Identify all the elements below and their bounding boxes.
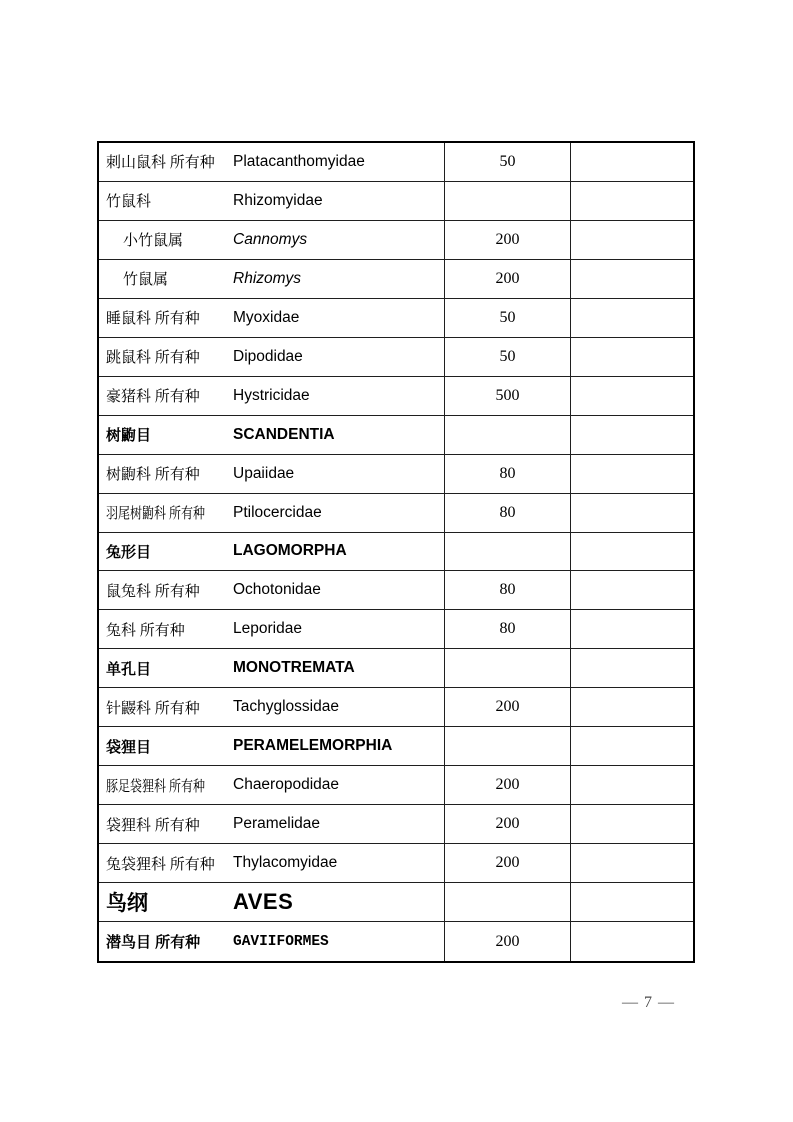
empty-cell xyxy=(571,922,693,961)
taxon-chinese-name: 兔科 所有种 xyxy=(106,622,185,639)
taxon-value: 200 xyxy=(495,230,520,248)
taxon-name-cell xyxy=(99,143,445,182)
taxa-table xyxy=(97,141,695,963)
taxon-latin-name: LAGOMORPHA xyxy=(233,542,347,560)
empty-cell xyxy=(571,338,693,377)
taxon-name-cell xyxy=(99,610,445,649)
empty-cell xyxy=(571,571,693,610)
taxon-value-cell xyxy=(445,182,571,221)
empty-cell xyxy=(571,805,693,844)
taxon-chinese-name: 跳鼠科 所有种 xyxy=(106,350,200,367)
empty-cell xyxy=(571,260,693,299)
taxon-chinese-name: 鼠兔科 所有种 xyxy=(106,583,200,600)
taxon-chinese-name: 兔形目 xyxy=(106,543,152,561)
empty-cell xyxy=(571,688,693,727)
taxon-chinese-name: 鸟纲 xyxy=(106,892,148,916)
taxon-value-cell xyxy=(445,221,571,260)
taxon-value: 80 xyxy=(499,464,516,482)
taxon-latin-name: Dipodidae xyxy=(233,347,303,365)
empty-cell xyxy=(571,221,693,260)
taxon-name-cell xyxy=(99,533,445,572)
empty-cell xyxy=(571,299,693,338)
taxon-value: 80 xyxy=(499,620,516,638)
taxon-name-cell xyxy=(99,299,445,338)
taxon-latin-name: Upaiidae xyxy=(233,464,295,482)
taxon-name-cell xyxy=(99,883,445,922)
taxon-value: 500 xyxy=(495,386,520,404)
taxon-latin-name: Rhizomys xyxy=(233,269,302,287)
taxon-value-cell xyxy=(445,805,571,844)
taxon-chinese-name: 豚足袋狸科 所有种 xyxy=(106,778,206,795)
taxon-value-cell xyxy=(445,143,571,182)
taxon-chinese-name: 单孔目 xyxy=(106,660,152,678)
taxon-value: 80 xyxy=(499,503,516,521)
empty-cell xyxy=(571,649,693,688)
taxon-name-cell xyxy=(99,221,445,260)
taxon-name-cell xyxy=(99,571,445,610)
empty-cell xyxy=(571,883,693,922)
taxon-value-cell xyxy=(445,688,571,727)
taxon-value: 80 xyxy=(499,581,516,599)
taxon-chinese-name: 羽尾树鼩科 所有种 xyxy=(106,506,206,523)
page-number xyxy=(0,994,675,1012)
page-number-label: — 7 — xyxy=(622,994,675,1011)
empty-cell xyxy=(571,533,693,572)
empty-cell xyxy=(571,727,693,766)
taxon-value: 200 xyxy=(495,854,520,872)
taxon-latin-name: Hystricidae xyxy=(233,386,310,404)
taxon-name-cell xyxy=(99,377,445,416)
taxon-chinese-name: 睡鼠科 所有种 xyxy=(106,311,200,328)
taxon-value: 200 xyxy=(495,932,520,950)
taxon-chinese-name: 袋狸科 所有种 xyxy=(106,817,200,834)
taxon-latin-name: GAVIIFORMES xyxy=(233,933,329,950)
taxon-latin-name: Thylacomyidae xyxy=(233,854,338,872)
taxon-chinese-name: 树鼩科 所有种 xyxy=(106,467,200,484)
empty-cell xyxy=(571,766,693,805)
taxon-latin-name: Ochotonidae xyxy=(233,581,321,599)
taxon-name-cell xyxy=(99,727,445,766)
taxon-name-cell xyxy=(99,688,445,727)
taxon-chinese-name: 针鼹科 所有种 xyxy=(106,700,200,717)
taxon-value: 200 xyxy=(495,269,520,287)
taxon-chinese-name: 树鼩目 xyxy=(106,427,152,445)
empty-cell xyxy=(571,377,693,416)
taxon-value-cell xyxy=(445,883,571,922)
taxon-chinese-name: 潜鸟目 所有种 xyxy=(106,934,201,952)
taxon-value: 50 xyxy=(499,347,516,365)
empty-cell xyxy=(571,494,693,533)
taxon-name-cell xyxy=(99,766,445,805)
taxon-value: 200 xyxy=(495,815,520,833)
empty-cell xyxy=(571,610,693,649)
taxon-value-cell xyxy=(445,533,571,572)
taxon-value-cell xyxy=(445,260,571,299)
taxon-name-cell xyxy=(99,416,445,455)
taxon-name-cell xyxy=(99,649,445,688)
taxon-value: 50 xyxy=(499,308,516,326)
taxon-name-cell xyxy=(99,338,445,377)
taxon-latin-name: Ptilocercidae xyxy=(233,503,322,521)
taxon-chinese-name: 刺山鼠科 所有种 xyxy=(106,155,215,172)
taxon-latin-name: Rhizomyidae xyxy=(233,191,323,209)
taxon-latin-name: Chaeropodidae xyxy=(233,776,340,794)
taxon-name-cell xyxy=(99,922,445,961)
taxon-value-cell xyxy=(445,299,571,338)
taxon-latin-name: SCANDENTIA xyxy=(233,425,335,443)
taxon-chinese-name: 袋狸目 xyxy=(106,738,152,756)
taxon-name-cell xyxy=(99,182,445,221)
taxon-latin-name: Peramelidae xyxy=(233,815,321,833)
taxon-latin-name: Platacanthomyidae xyxy=(233,152,365,170)
taxon-name-cell xyxy=(99,805,445,844)
taxon-name-cell xyxy=(99,844,445,883)
empty-cell xyxy=(571,182,693,221)
taxon-latin-name: AVES xyxy=(233,889,294,915)
taxon-latin-name: PERAMELEMORPHIA xyxy=(233,737,393,755)
taxon-value-cell xyxy=(445,727,571,766)
taxon-value-cell xyxy=(445,455,571,494)
taxon-latin-name: Cannomys xyxy=(233,230,308,248)
taxon-value-cell xyxy=(445,610,571,649)
taxon-value-cell xyxy=(445,494,571,533)
taxon-latin-name: MONOTREMATA xyxy=(233,659,355,677)
taxon-chinese-name: 小竹鼠属 xyxy=(123,233,184,250)
taxon-value-cell xyxy=(445,766,571,805)
taxon-chinese-name: 兔袋狸科 所有种 xyxy=(106,856,215,873)
taxon-value: 200 xyxy=(495,698,520,716)
taxon-value-cell xyxy=(445,416,571,455)
taxon-value-cell xyxy=(445,649,571,688)
taxon-chinese-name: 竹鼠科 xyxy=(106,194,152,211)
taxon-value-cell xyxy=(445,571,571,610)
empty-cell xyxy=(571,455,693,494)
taxon-value-cell xyxy=(445,377,571,416)
taxon-name-cell xyxy=(99,260,445,299)
taxon-latin-name: Leporidae xyxy=(233,620,302,638)
taxon-value: 200 xyxy=(495,776,520,794)
taxon-chinese-name: 竹鼠属 xyxy=(123,272,169,289)
taxon-value-cell xyxy=(445,922,571,961)
empty-cell xyxy=(571,143,693,182)
empty-cell xyxy=(571,844,693,883)
taxon-chinese-name: 豪猪科 所有种 xyxy=(106,389,200,406)
empty-cell xyxy=(571,416,693,455)
taxon-value-cell xyxy=(445,844,571,883)
taxon-latin-name: Tachyglossidae xyxy=(233,698,339,716)
taxon-value-cell xyxy=(445,338,571,377)
taxon-name-cell xyxy=(99,494,445,533)
taxon-name-cell xyxy=(99,455,445,494)
taxon-value: 50 xyxy=(499,152,516,170)
taxon-latin-name: Myoxidae xyxy=(233,308,300,326)
